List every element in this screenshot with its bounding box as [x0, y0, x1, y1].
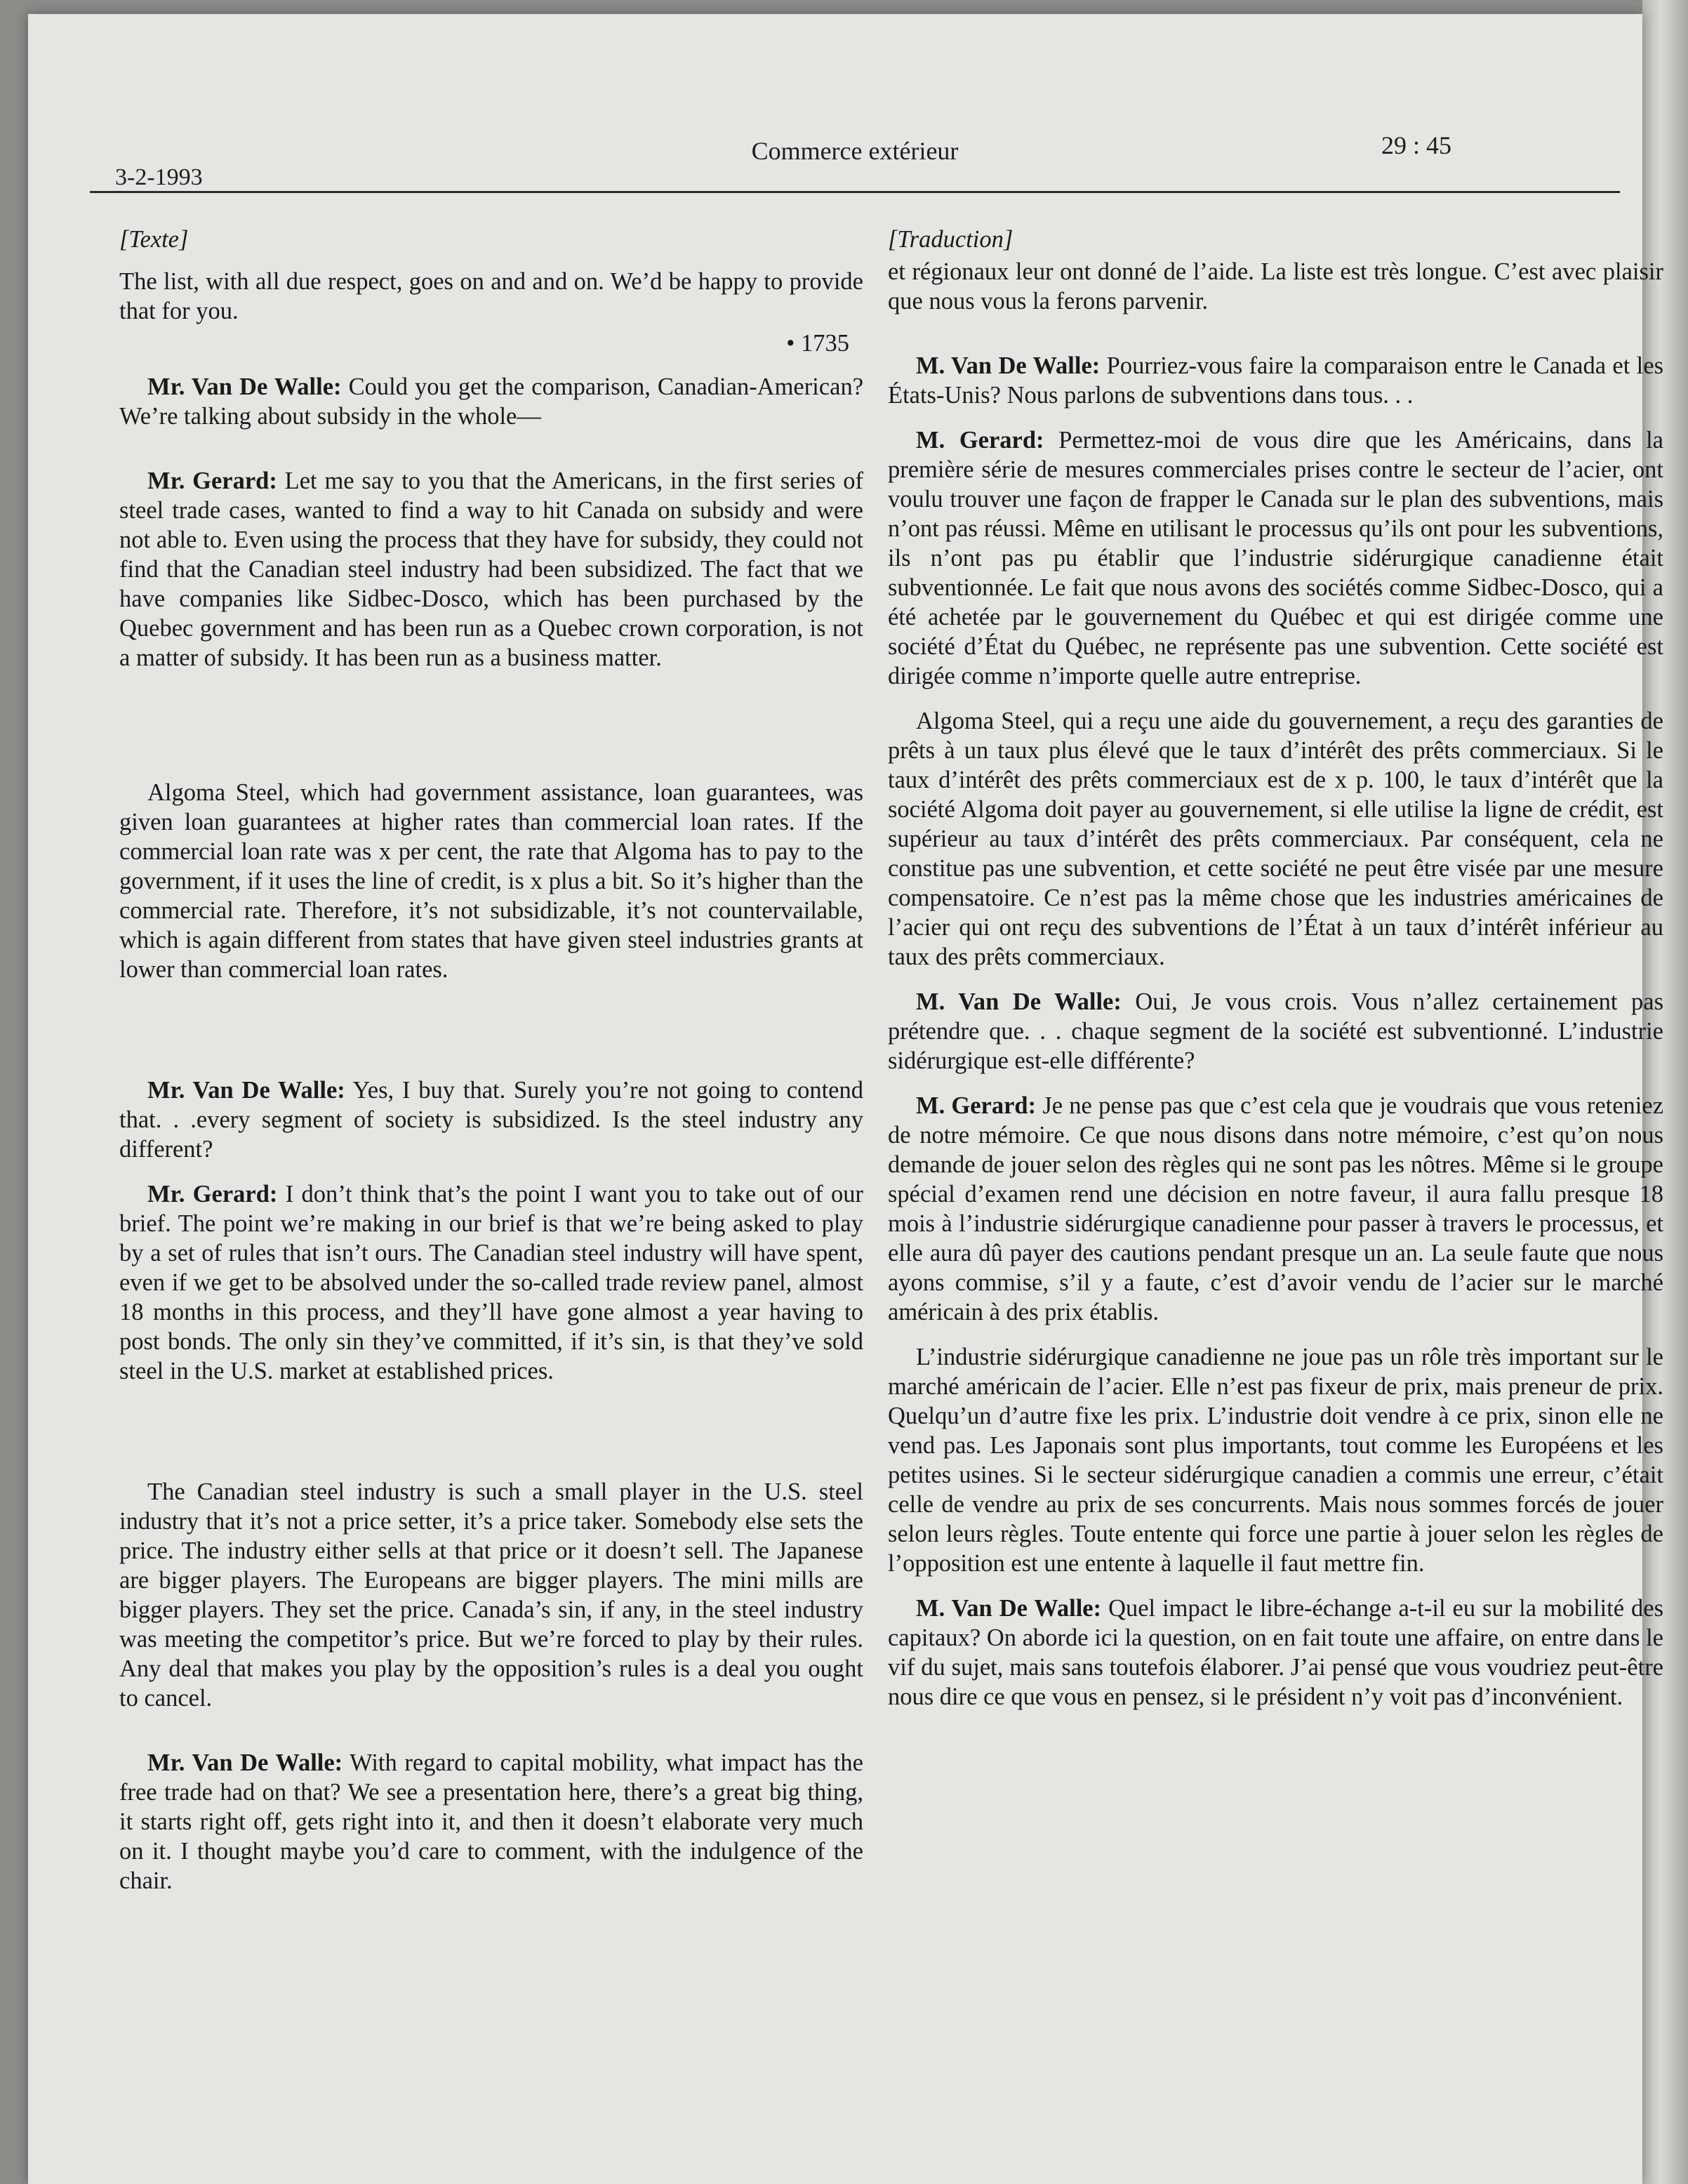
timestamp: • 1735 — [786, 330, 849, 357]
header-title: Commerce extérieur — [751, 137, 959, 165]
paragraph — [119, 1748, 863, 1895]
speech-text: Oui, Je vous crois. Vous n’allez certainement pas prétendre que. . . chaque segment de la société est subventionné. L’industrie sidérurgique est-elle différente? — [888, 988, 1663, 1074]
paragraph — [119, 466, 863, 673]
header-page-number: 29 : 45 — [1381, 131, 1451, 159]
paragraph — [888, 987, 1663, 1076]
speaker-name: Mr. Van De Walle: — [147, 1077, 345, 1104]
paragraph — [888, 1091, 1663, 1327]
speech-text: Quel impact le libre-échange a-t-il eu sur la mobilité des capitaux? On aborde ici la question, on en fait toute une affaire, on entre dans le vif du sujet, mais sans toutefois élaborer. J’ai pensé que vous voudriez peut-être nous dire ce que vous en pensez, si le président n’y voit pas d’inconvénient. — [888, 1595, 1663, 1710]
document-page — [28, 14, 1664, 2184]
paragraph — [888, 351, 1663, 410]
speech-text: Je ne pense pas que c’est cela que je voudrais que vous reteniez de notre mémoire. Ce que nous disons dans notre mémoire, c’est qu’on nous demande de jouer selon des règles qui ne sont pas les nôtres. Même si le groupe spécial d’examen rend une décision en notre faveur, il aura fallu presque 18 mois à l’industrie sidérurgique canadienne pour passer à travers le processus, et elle aura dû payer des cautions pendant presque un an. La seule faute que nous ayons commise, s’il y a faute, c’est d’avoir vendu de l’acier sur le marché américain à des prix établis. — [888, 1092, 1664, 1325]
paragraph — [888, 425, 1663, 691]
paragraph: Algoma Steel, qui a reçu une aide du gouvernement, a reçu des garanties de prêts à un taux plus élevé que le taux d’intérêt des prêts commerciaux. Si le taux d’intérêt des prêts commerciaux est de x p. 100, le taux d’intérêt que la société Algoma doit payer au gouvernement, si elle utilise la ligne de crédit, est supérieur au taux d’intérêt des prêts commerciaux. Par conséquent, cela ne constitue pas une subvention, et cette société ne peut être visée par une mesure compensatoire. Ce n’est pas la même chose que les industries américaines de l’acier qui ont reçu des subventions de l’État à un taux d’intérêt inférieur au taux des prêts commerciaux. — [888, 708, 1663, 970]
paragraph — [888, 1594, 1663, 1712]
speaker-name: Mr. Van De Walle: — [147, 1749, 343, 1776]
paragraph: The list, with all due respect, goes on and and on. We’d be happy to provide that for you. — [119, 268, 863, 324]
language-tag: [Texte] — [119, 226, 189, 253]
speaker-name: Mr. Van De Walle: — [147, 373, 342, 400]
speaker-name: Mr. Gerard: — [147, 1181, 278, 1207]
speech-text: Pourriez-vous faire la comparaison entre le Canada et les États-Unis? Nous parlons de subventions dans tous. . . — [888, 352, 1663, 409]
paragraph: L’industrie sidérurgique canadienne ne joue pas un rôle très important sur le marché américain de l’acier. Elle n’est pas fixeur de prix, mais preneur de prix. Quelqu’un d’autre fixe les prix. L’industrie doit vendre à ce prix, sinon elle ne vend pas. Les Japonais sont plus importants, tout comme les Européens et les petites usines. Si le secteur sidérurgique canadien a commis une erreur, c’était celle de vendre au prix de ses concurrents. Mais nous sommes forcés de jouer selon leurs règles. Toute entente qui force une partie à jouer selon les règles de l’opposition est une entente à laquelle il faut mettre fin. — [888, 1344, 1663, 1577]
speaker-name: M. Van De Walle: — [916, 1595, 1102, 1622]
speaker-name: M. Gerard: — [916, 1092, 1037, 1119]
speech-text: Could you get the comparison, Canadian-American? We’re talking about subsidy in the whole— — [119, 373, 864, 430]
page-header — [90, 126, 1620, 193]
header-date: 3-2-1993 — [115, 164, 203, 190]
language-tag: [Traduction] — [888, 226, 1014, 253]
speaker-name: M. Van De Walle: — [916, 352, 1101, 379]
paragraph — [119, 1076, 863, 1164]
speech-text: With regard to capital mobility, what impact has the free trade had on that? We see a presentation here, there’s a great big thing, it starts right off, gets right into it, and then it doesn’t elaborate very much on it. I thought maybe you’d care to comment, with the indulgence of the chair. — [119, 1749, 863, 1894]
paragraph — [119, 372, 863, 431]
paragraph: The Canadian steel industry is such a small player in the U.S. steel industry that it’s not a price setter, it’s a price taker. Somebody else sets the price. The industry either sells at that price or it doesn’t sell. The Japanese are bigger players. The Europeans are bigger players. The mini mills are bigger players. They set the price. Canada’s sin, if any, in the steel industry was meeting the competitor’s price. But we’re forced to play by their rules. Any deal that makes you play by the opposition’s rules is a deal you ought to cancel. — [119, 1478, 863, 1712]
speech-text: Let me say to you that the Americans, in the first series of steel trade cases, wanted to find a way to hit Canada on subsidy and were not able to. Even using the process that they have for subsidy, they could not find that the Canadian steel industry had been subsidized. The fact that we have companies like Sidbec-Dosco, which has been purchased by the Quebec government and has been run as a Quebec crown corporation, is not a matter of subsidy. It has been run as a business matter. — [119, 468, 863, 671]
paragraph: Algoma Steel, which had government assistance, loan guarantees, was given loan guarantees at higher rates than commercial loan rates. If the commercial loan rate was x per cent, the rate that Algoma has to pay to the government, if it uses the line of credit, is x plus a bit. So it’s higher than the commercial rate. Therefore, it’s not subsidizable, it’s not countervailable, which is again different from states that have given steel industries grants at lower than commercial loan rates. — [119, 779, 863, 983]
speaker-name: M. Van De Walle: — [916, 988, 1122, 1015]
speech-text: Permettez-moi de vous dire que les Américains, dans la première série de mesures commerciales prises contre le secteur de l’acier, ont voulu trouver une façon de frapper le Canada sur le plan des subventions, mais n’ont pas réussi. Même en utilisant le processus qu’ils ont pour les subventions, ils n’ont pas pu établir que l’industrie sidérurgique canadienne était subventionnée. Le fait que nous avons des sociétés comme Sidbec-Dosco, qui a été achetée par le gouvernement du Québec et qui est dirigée comme une société d’État du Québec, ne représente pas une subvention. Cette société est dirigée comme n’importe quelle autre entreprise. — [888, 427, 1663, 689]
english-column — [119, 225, 863, 1895]
speaker-name: M. Gerard: — [916, 427, 1044, 454]
speaker-name: Mr. Gerard: — [147, 468, 277, 494]
paragraph — [119, 1179, 863, 1386]
french-column — [888, 225, 1663, 1712]
paragraph: et régionaux leur ont donné de l’aide. La liste est très longue. C’est avec plaisir que nous vous la ferons parvenir. — [888, 258, 1663, 315]
speech-text: I don’t think that’s the point I want you to take out of our brief. The point we’re making in our brief is that we’re being asked to play by a set of rules that isn’t ours. The Canadian steel industry will have spent, even if we get to be absolved under the so-called trade review panel, almost 18 months in this process, and they’ll have gone almost a year having to post bonds. The only sin they’ve committed, if it’s sin, is that they’ve sold steel in the U.S. market at established prices. — [119, 1181, 863, 1384]
speech-text: Yes, I buy that. Surely you’re not going to contend that. . .every segment of society is subsidized. Is the steel industry any different? — [119, 1077, 863, 1163]
